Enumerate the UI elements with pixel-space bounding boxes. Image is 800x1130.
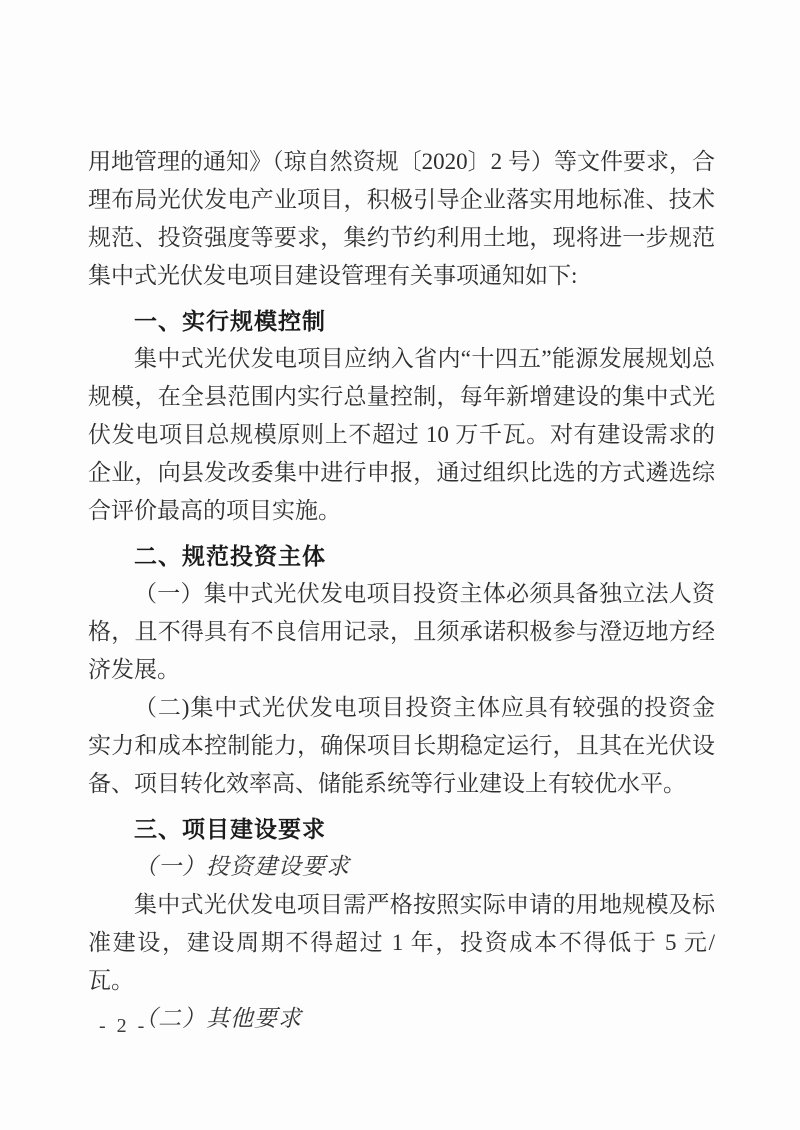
section-2-heading: 二、规范投资主体	[134, 543, 326, 569]
section-1-heading: 一、实行规模控制	[134, 308, 326, 334]
section-3-sub-1-paragraph: 集中式光伏发电项目需严格按照实际申请的用地规模及标准建设，建设周期不得超过 1 年，投资成本不得低于 5 元/瓦。	[88, 892, 715, 993]
section-3-heading: 三、项目建设要求	[134, 816, 326, 842]
section-1-paragraph: 集中式光伏发电项目应纳入省内“十四五”能源发展规划总规模，在全县范围内实行总量控制，每年新增建设的集中式光伏发电项目总规模原则上不超过 10 万千瓦。对有建设需求的企业，向县发改委集中进行申报，通过组织比选的方式遴选综合评价最高的项目实施。	[88, 346, 715, 523]
page-number: - 2 -	[99, 1015, 148, 1037]
paragraph-intro-continuation: 用地管理的通知》（琼自然资规〔2020〕2 号）等文件要求，合理布局光伏发电产业项目，积极引导企业落实用地标准、技术规范、投资强度等要求，集约节约利用土地，现将进一步规范集中式光伏发电项目建设管理有关事项通知如下:	[88, 149, 715, 288]
section-2-item-1-paragraph: （一）集中式光伏发电项目投资主体必须具备独立法人资格，且不得具有不良信用记录，且须承诺积极参与澄迈地方经济发展。	[88, 581, 715, 682]
section-3-sub-1-heading: （一）投资建设要求	[134, 854, 350, 879]
document-body	[88, 143, 715, 1038]
section-3-sub-2-heading: （二）其他要求	[134, 1006, 302, 1031]
section-2-item-2-paragraph: （二)集中式光伏发电项目投资主体应具有较强的投资金实力和成本控制能力，确保项目长期稳定运行，且其在光伏设备、项目转化效率高、储能系统等行业建设上有较优水平。	[88, 695, 715, 796]
